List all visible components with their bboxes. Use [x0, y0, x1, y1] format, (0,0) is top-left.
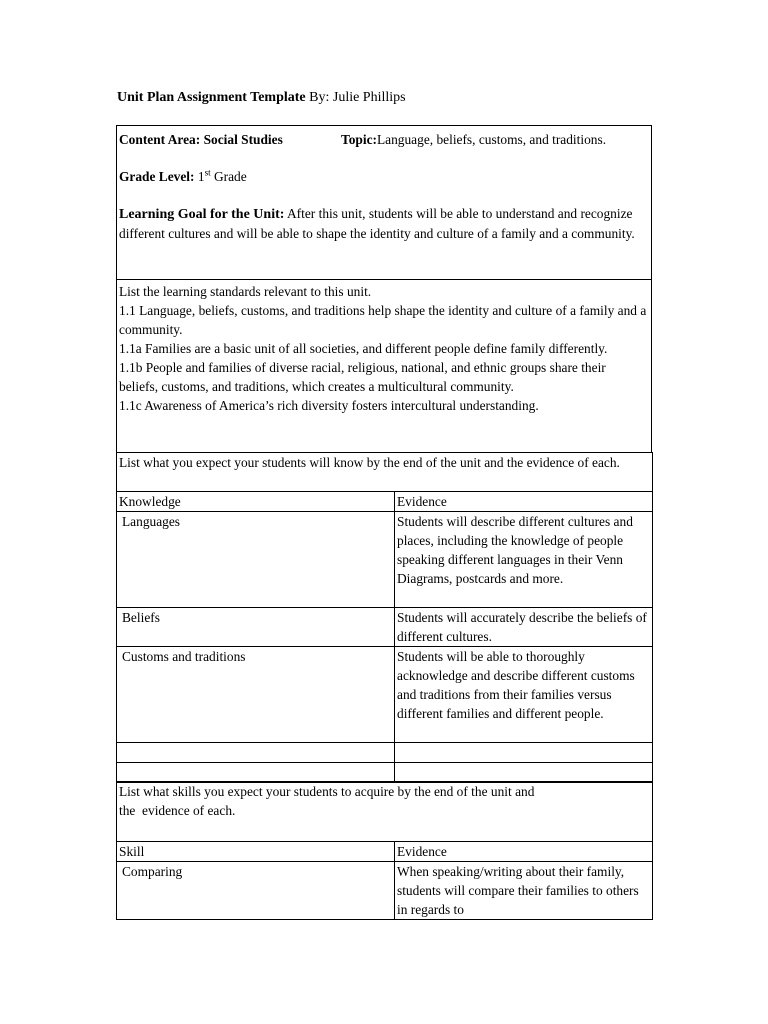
- empty-cell: [117, 743, 395, 763]
- table-row: [117, 512, 653, 608]
- knowledge-evidence: Students will be able to thoroughly acknowledge and describe different customs and traditions from their families versus different families and different people.: [395, 647, 653, 743]
- evidence-column-header: Evidence: [395, 492, 653, 512]
- document-title: [117, 88, 406, 107]
- grade-number: 1: [197, 169, 205, 184]
- title-text: Unit Plan Assignment Template: [117, 90, 306, 105]
- empty-cell: [395, 743, 653, 763]
- standards-prompt: List the learning standards relevant to this unit.: [119, 284, 372, 299]
- skill-item: Comparing: [117, 862, 395, 920]
- knowledge-evidence: Students will describe different cultures and places, including the knowledge of people speaking different languages in their Venn Diagrams, postcards and more.: [395, 512, 653, 608]
- learning-goal: [119, 204, 647, 243]
- grade-word: Grade: [213, 169, 247, 184]
- content-area-label: Content Area:: [119, 132, 201, 147]
- grade-ordinal: st: [204, 167, 211, 178]
- empty-cell: [117, 763, 395, 783]
- grade-level-value: [198, 169, 247, 184]
- skills-table: [116, 781, 653, 920]
- skills-prompt-line: List what skills you expect your students to acquire by the end of the unit and: [119, 784, 535, 799]
- skills-prompt: [117, 782, 653, 842]
- empty-cell: [395, 763, 653, 783]
- table-row: [117, 862, 653, 920]
- skills-prompt-line: the evidence of each.: [119, 803, 236, 818]
- learning-goal-text: After this unit, students will be able to understand and recognize different cultures and will be able to shape the identity and culture of a family and a community.: [119, 206, 635, 241]
- table-row: [117, 608, 653, 647]
- standard-item: 1.1a Families are a basic unit of all societies, and different people define family differently.: [119, 341, 608, 356]
- knowledge-column-header: Knowledge: [117, 492, 395, 512]
- empty-row: [117, 763, 653, 783]
- topic-field: [341, 130, 606, 149]
- standards-list: [119, 282, 647, 415]
- content-area-value: Social Studies: [203, 132, 283, 147]
- skill-evidence: When speaking/writing about their family, students will compare their families to others in regards to: [395, 862, 653, 920]
- knowledge-item: Languages: [117, 512, 395, 608]
- empty-row: [117, 743, 653, 763]
- author-text: By: Julie Phillips: [309, 90, 406, 105]
- grade-level-label: Grade Level:: [119, 169, 195, 184]
- knowledge-table: [116, 452, 653, 783]
- standard-item: 1.1c Awareness of America’s rich diversity fosters intercultural understanding.: [119, 398, 539, 413]
- table-row: [117, 647, 653, 743]
- skill-column-header: Skill: [117, 842, 395, 862]
- grade-level-row: [119, 167, 247, 186]
- topic-value: Language, beliefs, customs, and traditions.: [376, 132, 607, 147]
- knowledge-evidence: Students will accurately describe the beliefs of different cultures.: [395, 608, 653, 647]
- evidence-column-header: Evidence: [395, 842, 653, 862]
- learning-goal-label: Learning Goal for the Unit:: [119, 207, 285, 222]
- knowledge-prompt: List what you expect your students will know by the end of the unit and the evidence of each.: [117, 453, 653, 492]
- standards-box: [116, 279, 652, 453]
- knowledge-item: Customs and traditions: [117, 647, 395, 743]
- unit-overview-box: [116, 125, 652, 280]
- standard-item: 1.1 Language, beliefs, customs, and traditions help shape the identity and culture of a family and a community.: [119, 303, 647, 337]
- standard-item: 1.1b People and families of diverse racial, religious, national, and ethnic groups share their beliefs, customs, and traditions, which creates a multicultural community.: [119, 360, 606, 394]
- content-area-row: [119, 130, 607, 149]
- topic-label: Topic:: [341, 132, 377, 147]
- knowledge-item: Beliefs: [117, 608, 395, 647]
